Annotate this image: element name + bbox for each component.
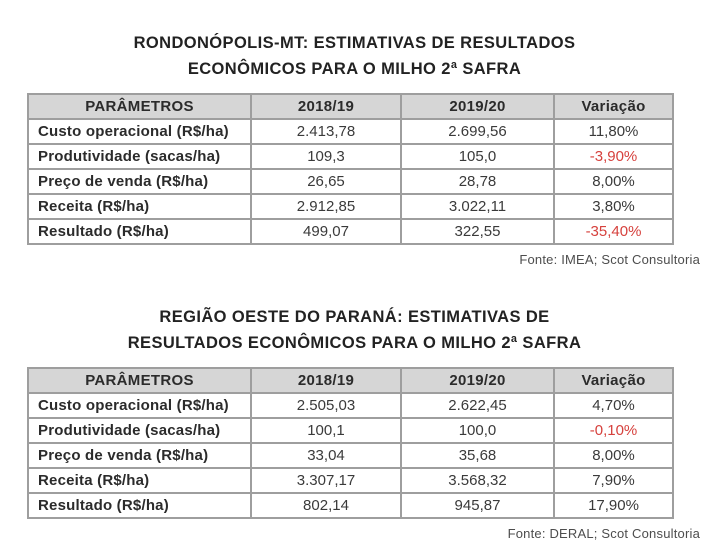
table-row — [28, 468, 673, 493]
table-row — [28, 418, 673, 443]
table-header-row — [28, 368, 673, 393]
value-2018-19: 26,65 — [251, 169, 401, 194]
section-title-line2: RESULTADOS ECONÔMICOS PARA O MILHO 2ª SAFRA — [127, 334, 582, 352]
section-title — [0, 30, 709, 82]
section-title — [0, 304, 709, 356]
section-rondonopolis — [0, 30, 709, 267]
value-2019-20: 322,55 — [401, 219, 554, 244]
value-2019-20: 2.622,45 — [401, 393, 554, 418]
value-2018-19: 802,14 — [251, 493, 401, 518]
header-cell-2019-20: 2019/20 — [401, 368, 554, 393]
source-note: Fonte: DERAL; Scot Consultoria — [507, 526, 700, 541]
value-2019-20: 35,68 — [401, 443, 554, 468]
row-label: Custo operacional (R$/ha) — [28, 393, 251, 418]
value-2018-19: 100,1 — [251, 418, 401, 443]
header-cell-variation: Variação — [554, 94, 673, 119]
variation-value: 4,70% — [554, 393, 673, 418]
variation-value: 8,00% — [554, 443, 673, 468]
table-row — [28, 194, 673, 219]
value-2019-20: 3.568,32 — [401, 468, 554, 493]
value-2019-20: 945,87 — [401, 493, 554, 518]
row-label: Receita (R$/ha) — [28, 468, 251, 493]
value-2019-20: 28,78 — [401, 169, 554, 194]
row-label: Custo operacional (R$/ha) — [28, 119, 251, 144]
value-2018-19: 109,3 — [251, 144, 401, 169]
row-label: Preço de venda (R$/ha) — [28, 169, 251, 194]
source-note: Fonte: IMEA; Scot Consultoria — [519, 252, 700, 267]
variation-value: 11,80% — [554, 119, 673, 144]
value-2019-20: 100,0 — [401, 418, 554, 443]
value-2019-20: 3.022,11 — [401, 194, 554, 219]
table-row — [28, 443, 673, 468]
table-row — [28, 144, 673, 169]
row-label: Produtividade (sacas/ha) — [28, 418, 251, 443]
header-cell-2018-19: 2018/19 — [251, 368, 401, 393]
section-oeste-parana — [0, 304, 709, 541]
row-label: Resultado (R$/ha) — [28, 219, 251, 244]
table-row — [28, 493, 673, 518]
section-title-line1: RONDONÓPOLIS-MT: ESTIMATIVAS DE RESULTADOS — [133, 34, 576, 52]
variation-value: -35,40% — [554, 219, 673, 244]
row-label: Resultado (R$/ha) — [28, 493, 251, 518]
table-header-row — [28, 94, 673, 119]
variation-value: 17,90% — [554, 493, 673, 518]
value-2018-19: 2.912,85 — [251, 194, 401, 219]
row-label: Preço de venda (R$/ha) — [28, 443, 251, 468]
value-2018-19: 33,04 — [251, 443, 401, 468]
header-cell-parameters: PARÂMETROS — [28, 94, 251, 119]
table-row — [28, 169, 673, 194]
table-row — [28, 219, 673, 244]
value-2019-20: 2.699,56 — [401, 119, 554, 144]
variation-value: -0,10% — [554, 418, 673, 443]
row-label: Produtividade (sacas/ha) — [28, 144, 251, 169]
value-2018-19: 2.505,03 — [251, 393, 401, 418]
header-cell-2018-19: 2018/19 — [251, 94, 401, 119]
header-cell-parameters: PARÂMETROS — [28, 368, 251, 393]
value-2018-19: 499,07 — [251, 219, 401, 244]
section-title-line1: REGIÃO OESTE DO PARANÁ: ESTIMATIVAS DE — [159, 308, 550, 326]
variation-value: 7,90% — [554, 468, 673, 493]
results-table — [27, 367, 674, 519]
table-row — [28, 393, 673, 418]
header-cell-variation: Variação — [554, 368, 673, 393]
section-title-line2: ECONÔMICOS PARA O MILHO 2ª SAFRA — [187, 60, 522, 78]
header-cell-2019-20: 2019/20 — [401, 94, 554, 119]
table-row — [28, 119, 673, 144]
row-label: Receita (R$/ha) — [28, 194, 251, 219]
value-2019-20: 105,0 — [401, 144, 554, 169]
value-2018-19: 3.307,17 — [251, 468, 401, 493]
variation-value: 8,00% — [554, 169, 673, 194]
value-2018-19: 2.413,78 — [251, 119, 401, 144]
variation-value: -3,90% — [554, 144, 673, 169]
results-table — [27, 93, 674, 245]
variation-value: 3,80% — [554, 194, 673, 219]
